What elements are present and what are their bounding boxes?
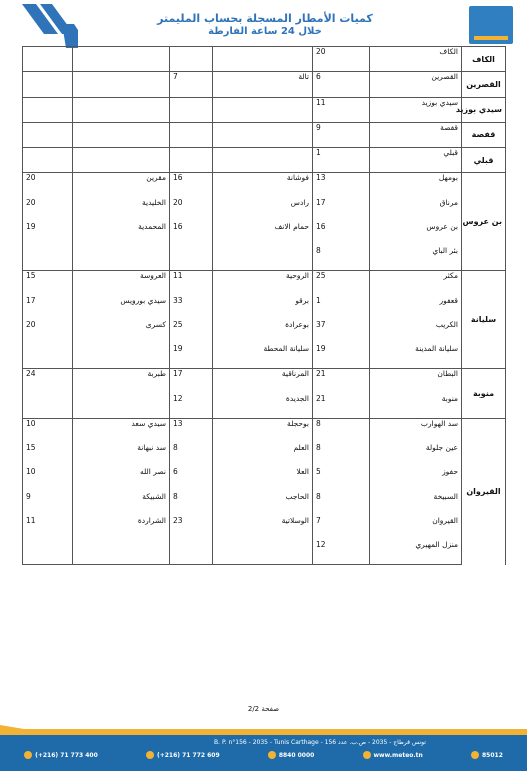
rainfall-value: 21: [313, 394, 370, 419]
rainfall-value: [170, 148, 213, 173]
table-row: [23, 418, 506, 443]
rainfall-value: 19: [170, 344, 213, 369]
station-name: كسرى: [73, 320, 170, 344]
rainfall-value: [23, 97, 73, 122]
rainfall-value: 17: [170, 369, 213, 394]
envelope-icon: [471, 751, 479, 759]
rainfall-value: 7: [313, 516, 370, 540]
station-name: سد الهوارب: [370, 418, 462, 443]
station-name: فوشانة: [213, 173, 313, 198]
table-row: [23, 148, 506, 173]
station-name: الحاجب: [213, 492, 313, 516]
rainfall-value: 24: [23, 369, 73, 394]
station-name: الجديدة: [213, 394, 313, 419]
rainfall-value: [23, 47, 73, 72]
page-number: صفحة 2/2: [247, 705, 280, 713]
governorate-cell: القيروان: [462, 418, 506, 565]
rainfall-value: [170, 122, 213, 147]
rainfall-value: [170, 97, 213, 122]
station-name: منوبة: [370, 394, 462, 419]
rainfall-value: 5: [313, 467, 370, 491]
station-name: حفوز: [370, 467, 462, 491]
footer-website[interactable]: www.meteo.tn: [363, 751, 423, 759]
rainfall-value: 21: [313, 369, 370, 394]
station-name: العلا: [213, 467, 313, 491]
station-name: بوعرادة: [213, 320, 313, 344]
rainfall-value: 10: [23, 418, 73, 443]
station-name: الشراردة: [73, 516, 170, 540]
station-name: سليانة المحطة: [213, 344, 313, 369]
rainfall-value: 20: [313, 47, 370, 72]
station-name: [73, 72, 170, 97]
station-name: العلم: [213, 443, 313, 467]
station-name: الكاف: [370, 47, 462, 72]
rainfall-value: 8: [313, 418, 370, 443]
station-name: نصر الله: [73, 467, 170, 491]
station-name: الوسلاتية: [213, 516, 313, 540]
rainfall-value: 17: [23, 296, 73, 320]
station-name: مكثر: [370, 271, 462, 296]
station-name: برقو: [213, 296, 313, 320]
governorate-cell: منوبة: [462, 369, 506, 419]
station-name: بئر الباي: [370, 246, 462, 271]
rainfall-value: 1: [313, 296, 370, 320]
rainfall-value: 20: [23, 320, 73, 344]
governorate-cell: سيدي بوزيد: [462, 97, 506, 122]
rainfall-value: 10: [23, 467, 73, 491]
rainfall-value: 15: [23, 443, 73, 467]
phone-icon: [24, 751, 32, 759]
table-row: [23, 97, 506, 122]
station-name: الكريب: [370, 320, 462, 344]
station-name: الروحية: [213, 271, 313, 296]
station-name: [73, 246, 170, 271]
station-name: مقرين: [73, 173, 170, 198]
station-name: مرناق: [370, 198, 462, 222]
phone-icon: [268, 751, 276, 759]
globe-icon: [363, 751, 371, 759]
rainfall-value: 20: [23, 198, 73, 222]
rainfall-value: [23, 344, 73, 369]
table-row: [23, 320, 506, 344]
station-name: [213, 148, 313, 173]
rainfall-value: 25: [313, 271, 370, 296]
rainfall-value: [23, 122, 73, 147]
rainfall-value: [23, 540, 73, 565]
rainfall-value: 23: [170, 516, 213, 540]
station-name: رادس: [213, 198, 313, 222]
footer-code: 85012: [471, 751, 503, 759]
footer-address: B. P. n°156 - 2035 - Tunis Carthage - تونس قرطاج - 2035 - ص.ب. عدد 156: [214, 739, 426, 746]
footer-phone-3: 8840 0000: [268, 751, 315, 759]
rainfall-value: 37: [313, 320, 370, 344]
station-name: الخليدية: [73, 198, 170, 222]
table-row: [23, 173, 506, 198]
station-name: منزل المهيري: [370, 540, 462, 565]
rainfall-value: 12: [313, 540, 370, 565]
table-row: [23, 198, 506, 222]
station-name: بوحجلة: [213, 418, 313, 443]
rainfall-value: 15: [23, 271, 73, 296]
station-name: سيدي بورويس: [73, 296, 170, 320]
table-row: [23, 492, 506, 516]
station-name: سيدي بوزيد: [370, 97, 462, 122]
rainfall-value: [170, 47, 213, 72]
rainfall-value: [23, 394, 73, 419]
governorate-cell: قبلي: [462, 148, 506, 173]
rainfall-value: 12: [170, 394, 213, 419]
rainfall-value: 13: [170, 418, 213, 443]
station-name: [73, 97, 170, 122]
rainfall-value: 16: [170, 222, 213, 246]
rainfall-value: 16: [313, 222, 370, 246]
table-row: [23, 344, 506, 369]
rainfall-value: 19: [313, 344, 370, 369]
station-name: [73, 344, 170, 369]
rainfall-value: 8: [313, 492, 370, 516]
governorate-cell: سليانة: [462, 271, 506, 369]
rainfall-value: 17: [313, 198, 370, 222]
station-name: [73, 47, 170, 72]
rainfall-value: 8: [170, 443, 213, 467]
rainfall-value: 9: [23, 492, 73, 516]
rainfall-value: 7: [170, 72, 213, 97]
table-row: [23, 296, 506, 320]
rainfall-value: 25: [170, 320, 213, 344]
governorate-cell: بن عروس: [462, 173, 506, 271]
station-name: [213, 47, 313, 72]
table-row: [23, 72, 506, 97]
station-name: الشبيكة: [73, 492, 170, 516]
rainfall-value: [170, 246, 213, 271]
governorate-cell: الكاف: [462, 47, 506, 72]
rainfall-value: 6: [313, 72, 370, 97]
station-name: قفصة: [370, 122, 462, 147]
station-name: سيدي سعد: [73, 418, 170, 443]
station-name: بن عروس: [370, 222, 462, 246]
page-subtitle: خلال 24 ساعة الفارطة: [208, 26, 322, 37]
station-name: [213, 97, 313, 122]
rainfall-value: [23, 148, 73, 173]
meteo-logo: [469, 6, 513, 44]
station-name: [73, 540, 170, 565]
rainfall-value: 33: [170, 296, 213, 320]
table-row: [23, 222, 506, 246]
rainfall-value: 11: [313, 97, 370, 122]
station-name: [213, 540, 313, 565]
station-name: قعفور: [370, 296, 462, 320]
rainfall-value: 19: [23, 222, 73, 246]
rainfall-value: 8: [313, 443, 370, 467]
rainfall-value: [23, 72, 73, 97]
station-name: العروسة: [73, 271, 170, 296]
rainfall-value: 11: [170, 271, 213, 296]
station-name: طبربة: [73, 369, 170, 394]
table-row: [23, 122, 506, 147]
station-name: [73, 122, 170, 147]
table-row: [23, 246, 506, 271]
rainfall-value: 1: [313, 148, 370, 173]
footer: [0, 735, 527, 771]
station-name: سليانة المدينة: [370, 344, 462, 369]
table-row: [23, 443, 506, 467]
table-row: [23, 47, 506, 72]
governorate-cell: القصرين: [462, 72, 506, 97]
station-name: [73, 394, 170, 419]
station-name: المرناقية: [213, 369, 313, 394]
station-name: [213, 122, 313, 147]
rainfall-value: 9: [313, 122, 370, 147]
rainfall-value: 20: [170, 198, 213, 222]
table-row: [23, 369, 506, 394]
rainfall-value: 8: [170, 492, 213, 516]
rainfall-value: [170, 540, 213, 565]
station-name: قبلي: [370, 148, 462, 173]
rainfall-value: 11: [23, 516, 73, 540]
station-name: سد نبهانة: [73, 443, 170, 467]
table-row: [23, 540, 506, 565]
station-name: السبيخة: [370, 492, 462, 516]
page-title: كميات الأمطار المسجلة بحساب المليمتر: [157, 12, 373, 25]
station-name: بومهل: [370, 173, 462, 198]
rainfall-value: 13: [313, 173, 370, 198]
rainfall-value: 16: [170, 173, 213, 198]
rainfall-value: 8: [313, 246, 370, 271]
rainfall-table: [22, 46, 506, 565]
station-name: المحمدية: [73, 222, 170, 246]
station-name: تالة: [213, 72, 313, 97]
governorate-cell: قفصة: [462, 122, 506, 147]
station-name: [213, 246, 313, 271]
table-row: [23, 271, 506, 296]
rainfall-value: 20: [23, 173, 73, 198]
table-row: [23, 516, 506, 540]
fax-icon: [146, 751, 154, 759]
station-name: حمام الانف: [213, 222, 313, 246]
station-name: القصرين: [370, 72, 462, 97]
station-name: البطان: [370, 369, 462, 394]
footer-phone-2: (+216) 71 772 609: [146, 751, 220, 759]
table-row: [23, 394, 506, 419]
station-name: [73, 148, 170, 173]
rainfall-value: [23, 246, 73, 271]
table-row: [23, 467, 506, 491]
institute-logo-stripes: [22, 4, 78, 48]
station-name: عين جلولة: [370, 443, 462, 467]
rainfall-value: 6: [170, 467, 213, 491]
footer-phone-1: (+216) 71 773 400: [24, 751, 98, 759]
station-name: القيروان: [370, 516, 462, 540]
